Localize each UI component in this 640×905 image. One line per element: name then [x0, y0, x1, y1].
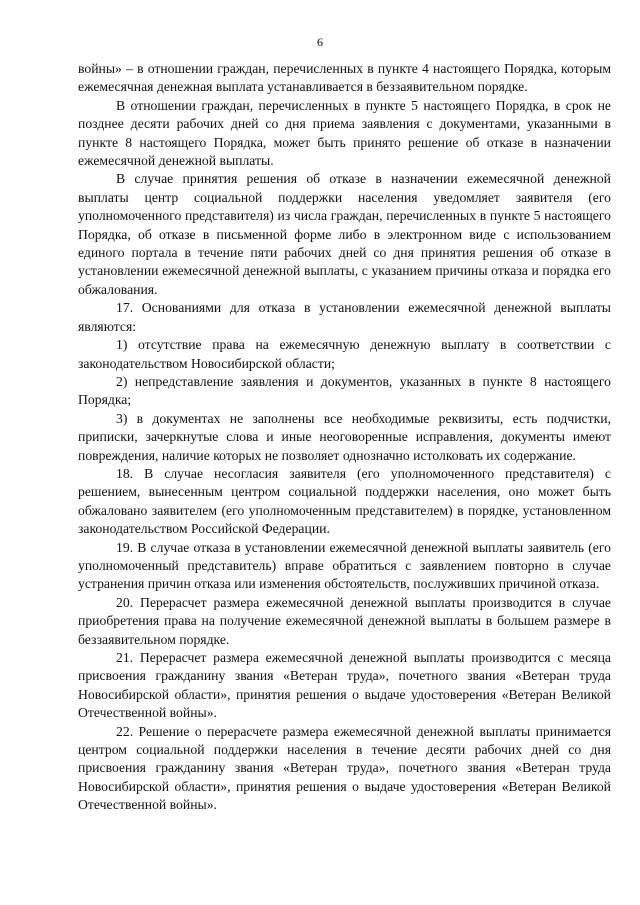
- paragraph-11: 21. Перерасчет размера ежемесячной денежной выплаты производится с месяца присвоения гражданину звания «Ветеран труда», почетного звания «Ветеран труда Новосибирской области», принятия решения о выдаче удостоверения «Ветеран Великой Отечественной войны».: [78, 650, 611, 721]
- page-number: 6: [317, 35, 323, 49]
- paragraph-5: 1) отсутствие права на ежемесячную денежную выплату в соответствии с законодательством Новосибирской области;: [78, 337, 611, 371]
- paragraph-9: 19. В случае отказа в установлении ежемесячной денежной выплаты заявитель (его уполномоченный представитель) вправе обратиться с заявлением повторно в случае устранения причин отказа или изменения обстоятельств, послуживших причиной отказа.: [78, 539, 611, 592]
- paragraph-6: 2) непредставление заявления и документов, указанных в пункте 8 настоящего Порядка;: [78, 373, 611, 408]
- paragraph-8: 18. В случае несогласия заявителя (его уполномоченного представителя) с решением, вынесенным центром социальной поддержки населения, оно может быть обжаловано заявителем (его уполномоченным представителем) в порядке, установленном законодательством Российской Федерации.: [78, 465, 611, 537]
- paragraph-10: 20. Перерасчет размера ежемесячной денежной выплаты производится в случае приобретения права на получение ежемесячной денежной выплаты в большем размере в беззаявительном порядке.: [78, 594, 611, 647]
- paragraph-3: В случае принятия решения об отказе в назначении ежемесячной денежной выплаты центр социальной поддержки населения уведомляет заявителя (его уполномоченного представителя) из числа граждан, перечисленных в пункте 5 настоящего Порядка, об отказе в письменной форме либо в электронном виде с использованием единого портала в течение пяти рабочих дней со дня принятия решения об отказе в установлении ежемесячной денежной выплаты, с указанием причины отказа и порядка его обжалования.: [78, 171, 611, 297]
- paragraph-12: 22. Решение о перерасчете размера ежемесячной денежной выплаты принимается центром социальной поддержки населения в течение десяти рабочих дней со дня присвоения гражданину звания «Ветеран труда», почетного звания «Ветеран труда Новосибирской области», принятия решения о выдаче удостоверения «Ветеран Великой Отечественной войны».: [78, 723, 611, 813]
- document-body: [78, 60, 611, 815]
- paragraph-2: В отношении граждан, перечисленных в пункте 5 настоящего Порядка, в срок не позднее десяти рабочих дней со дня приема заявления с документами, указанными в пункте 8 настоящего Порядка, может быть принято решение об отказе в назначении ежемесячной денежной выплаты.: [78, 97, 611, 169]
- paragraph-7: 3) в документах не заполнены все необходимые реквизиты, есть подчистки, приписки, зачеркнутые слова и иные неоговоренные исправления, документы имеют повреждения, наличие которых не позволяет однозначно истолковать их содержание.: [78, 410, 611, 463]
- paragraph-4: 17. Основаниями для отказа в установлении ежемесячной денежной выплаты являются:: [78, 300, 611, 334]
- paragraph-1: войны» – в отношении граждан, перечисленных в пункте 4 настоящего Порядка, которым ежемесячная денежная выплата устанавливается в беззаявительном порядке.: [78, 61, 611, 95]
